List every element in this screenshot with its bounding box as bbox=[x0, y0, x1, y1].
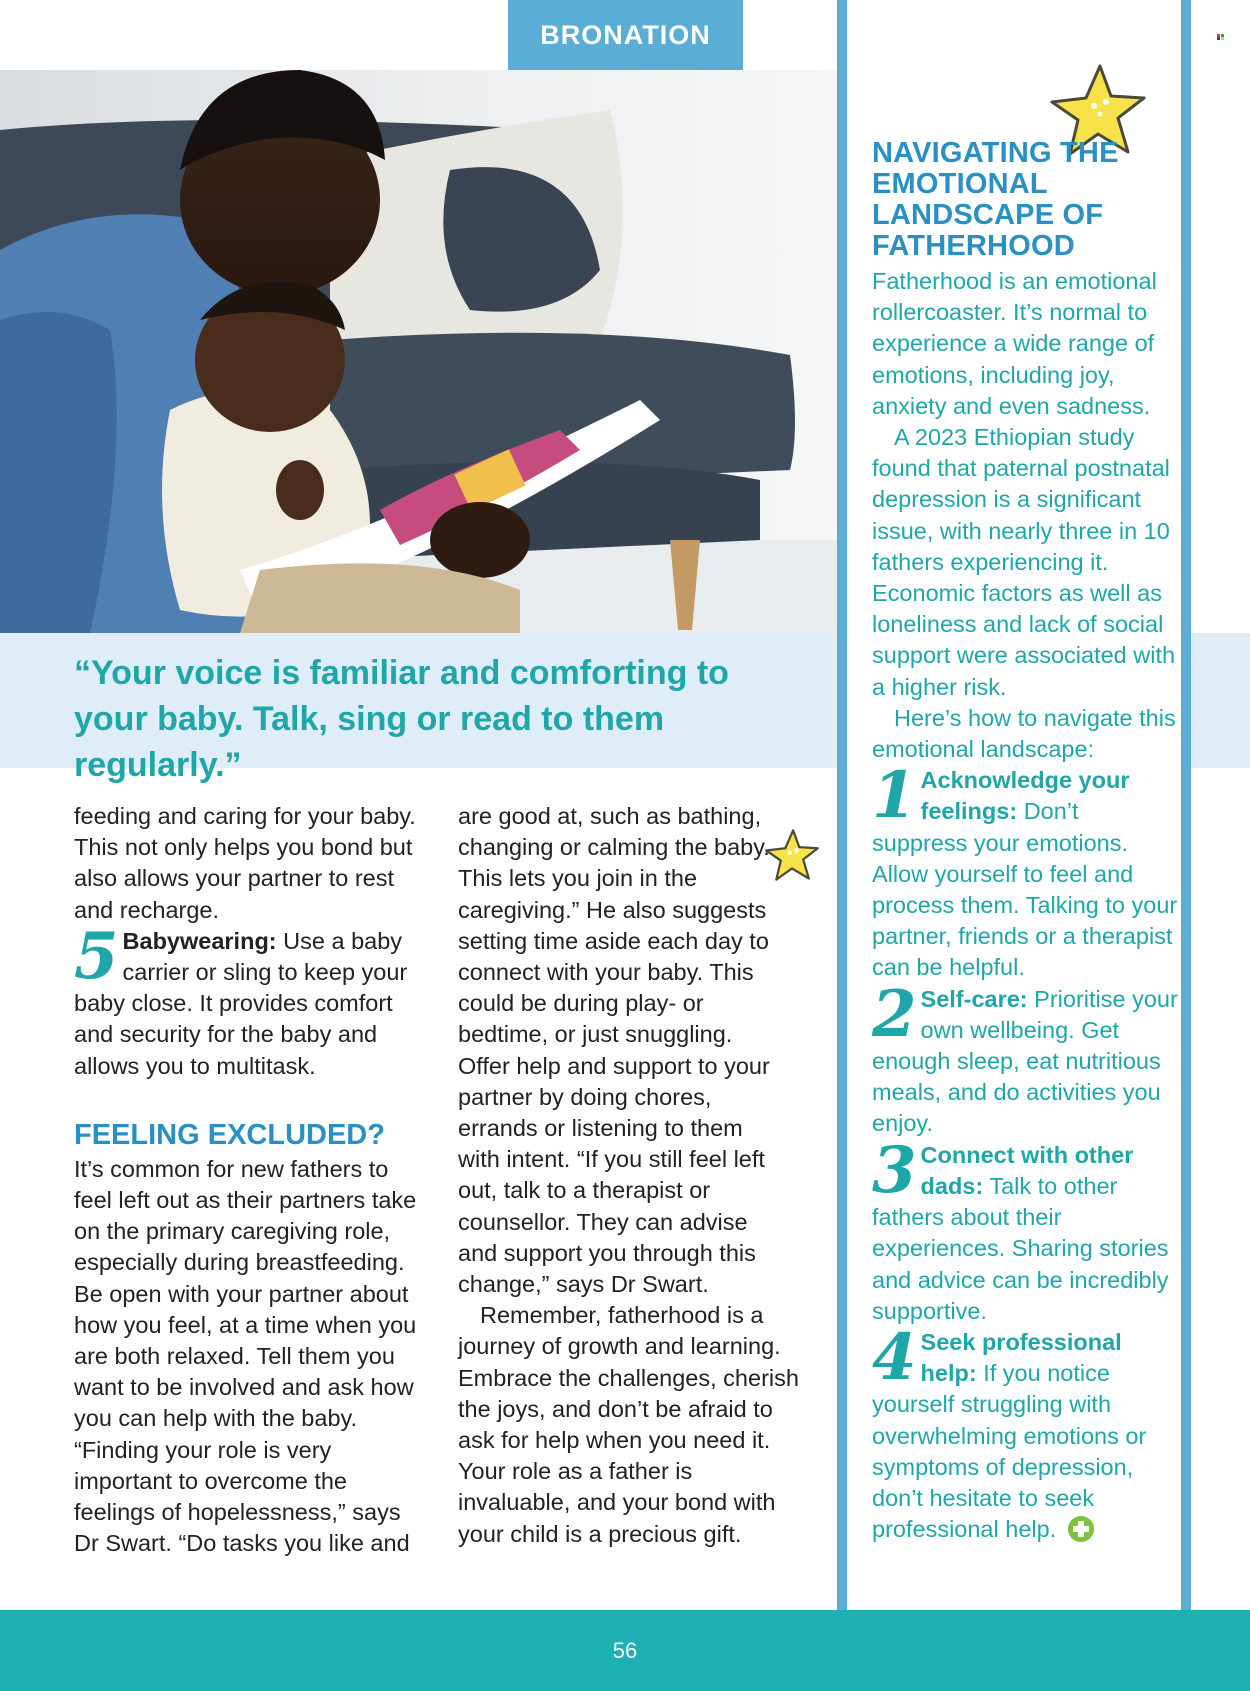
tip-text: Prioritise your own wellbeing. Get enough sleep, eat nutritious meals, and do activities you enjoy. bbox=[872, 985, 1178, 1137]
tip-number: 1 bbox=[872, 758, 917, 834]
father-reading-to-baby-image bbox=[0, 70, 838, 633]
sidebar-tip-1 bbox=[872, 758, 1180, 983]
sidebar-border-left bbox=[837, 0, 847, 1610]
sidebar-paragraph: Here’s how to navigate this emotional landscape: bbox=[872, 704, 1176, 763]
tip-number: 5 bbox=[74, 918, 119, 994]
tip-label: Connect with other dads: bbox=[920, 1141, 1134, 1199]
tip-label: Acknowledge your feelings: bbox=[920, 767, 1130, 825]
hero-photo bbox=[0, 70, 838, 633]
tip-label: Seek professional help: bbox=[920, 1328, 1122, 1387]
sidebar-tip-2 bbox=[872, 976, 1180, 1140]
registration-mark-icon bbox=[1217, 34, 1225, 40]
body-paragraph: It’s common for new fathers to feel left out as their partners take on the primary caregiving role, especially during breastfeeding. Be open with your partner about how you feel, at a time when you are both relaxed. Tell them you want to be involved and ask how you can help with the baby. “Finding your role is very important to overcome the feelings of hopelessness,” says Dr Swart. “Do tasks you like and bbox=[74, 1155, 417, 1557]
sidebar-paragraph: Fatherhood is an emotional rollercoaster. It’s normal to experience a wide range of emotions, including joy, anxiety and even sadness. bbox=[872, 268, 1157, 419]
tip-5 bbox=[74, 918, 419, 1082]
tip-text: If you notice yourself struggling with overwhelming emotions or symptoms of depression, don’t hesitate to seek professional help. bbox=[872, 1360, 1147, 1543]
tip-label: Self-care: bbox=[920, 985, 1028, 1012]
tip-number: 3 bbox=[872, 1132, 917, 1208]
tip-label: Babywearing: bbox=[122, 927, 277, 954]
tip-text: Don’t suppress your emotions. Allow yourself to feel and process them. Talking to your partner, friends or a therapist can be helpful. bbox=[872, 798, 1178, 981]
section-tab: BRONATION bbox=[508, 0, 743, 70]
sidebar-tip-4 bbox=[872, 1319, 1180, 1545]
page-number: 56 bbox=[612, 1637, 638, 1663]
body-paragraph: Remember, fatherhood is a journey of growth and learning. Embrace the challenges, cherish the joys, and don’t be afraid to ask for help when you need it. Your role as a father is invaluable, and your bond with your child is a precious gift. bbox=[458, 1302, 799, 1547]
sidebar-title: NAVIGATING THE EMOTIONAL LANDSCAPE OF FATHERHOOD bbox=[872, 137, 1119, 262]
article-column-1 bbox=[74, 801, 419, 1559]
sidebar-content bbox=[872, 138, 1180, 1545]
article-column-2 bbox=[458, 801, 803, 1550]
tip-text: Use a baby carrier or sling to keep your baby close. It provides comfort and security for the baby and allows you to multitask. bbox=[74, 927, 408, 1079]
tip-number: 2 bbox=[872, 976, 917, 1052]
plus-circle-icon bbox=[1067, 1515, 1095, 1543]
body-paragraph: feeding and caring for your baby. This not only helps you bond but also allows your partner to rest and recharge. bbox=[74, 803, 416, 923]
section-heading: FEELING EXCLUDED? bbox=[74, 1118, 385, 1151]
tip-number: 4 bbox=[872, 1319, 917, 1395]
body-paragraph: are good at, such as bathing, changing or calming the baby. This lets you join in the caregiving.” He also suggests setting time aside each day to connect with your baby. This could be during play- or bedtime, or just snuggling. Offer help and support to your partner by doing chores, errands or listening to them with intent. “If you still feel left out, talk to a therapist or counsellor. They can advise and support you through this change,” says Dr Swart. bbox=[458, 803, 770, 1298]
sidebar-paragraph: A 2023 Ethiopian study found that paternal postnatal depression is a significant issue, with nearly three in 10 fathers experiencing it. Economic factors as well as loneliness and lack of social support were associated with a higher risk. bbox=[872, 424, 1176, 700]
pull-quote: “Your voice is familiar and comforting to your baby. Talk, sing or read to them regularly.” bbox=[74, 654, 729, 784]
sidebar-tip-3 bbox=[872, 1132, 1180, 1327]
sidebar-border-right bbox=[1181, 0, 1191, 1610]
tip-text: Talk to other fathers about their experiences. Sharing stories and advice can be incredibly supportive. bbox=[872, 1172, 1169, 1324]
